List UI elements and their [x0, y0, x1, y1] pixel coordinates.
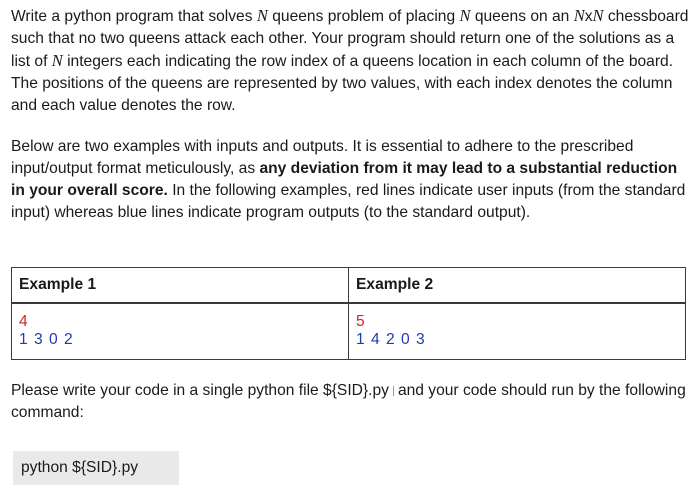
- table-header-row: [12, 268, 686, 304]
- text-segment: Below are two examples with inputs and outputs. It is essential to adhere to the prescribed input/output format meticulously, as: [11, 138, 634, 177]
- example-1-header: Example 1: [12, 268, 349, 304]
- text-segment: queens problem of placing: [267, 8, 460, 25]
- example-2-cell: [349, 303, 686, 360]
- example-1-output: 1 3 0 2: [19, 331, 74, 348]
- command-code-block: python ${SID}.py: [13, 451, 179, 485]
- math-variable: N: [51, 51, 63, 70]
- text-cursor-mark: [393, 386, 394, 396]
- text-segment: chessboard such that no two queens attack each other. Your program should return one of the solutions as a list of: [11, 8, 689, 70]
- example-2-input: 5: [356, 313, 365, 330]
- text-segment: Write a python program that solves: [11, 8, 257, 25]
- text-segment: and your code should run by the following command:: [11, 382, 686, 421]
- text-segment: In the following examples, red lines indicate user inputs (from the standard input) whereas blue lines indicate program outputs (to the standard output).: [11, 182, 686, 221]
- text-segment: Please write your code in a single python file ${SID}.py: [11, 382, 389, 399]
- format-instructions: [11, 136, 691, 224]
- examples-table: [11, 267, 686, 360]
- text-segment: x: [584, 8, 593, 25]
- table-row: [12, 303, 686, 360]
- problem-description: [11, 5, 691, 117]
- example-2-header: Example 2: [349, 268, 686, 304]
- math-variable: N: [592, 6, 604, 25]
- submission-instructions: [11, 380, 691, 424]
- example-1-input: 4: [19, 313, 28, 330]
- warning-text: any deviation from it may lead to a substantial reduction in your overall score.: [11, 160, 678, 199]
- math-variable: N: [256, 6, 268, 25]
- math-variable: N: [573, 6, 585, 25]
- text-segment: integers each indicating the row index of a queens location in each column of the board. The positions of the queens are represented by two values, with each index denotes the column and each value denotes the row.: [11, 53, 674, 114]
- example-2-output: 1 4 2 0 3: [356, 331, 426, 348]
- text-segment: queens on an: [470, 8, 574, 25]
- math-variable: N: [459, 6, 471, 25]
- example-1-cell: [12, 303, 349, 360]
